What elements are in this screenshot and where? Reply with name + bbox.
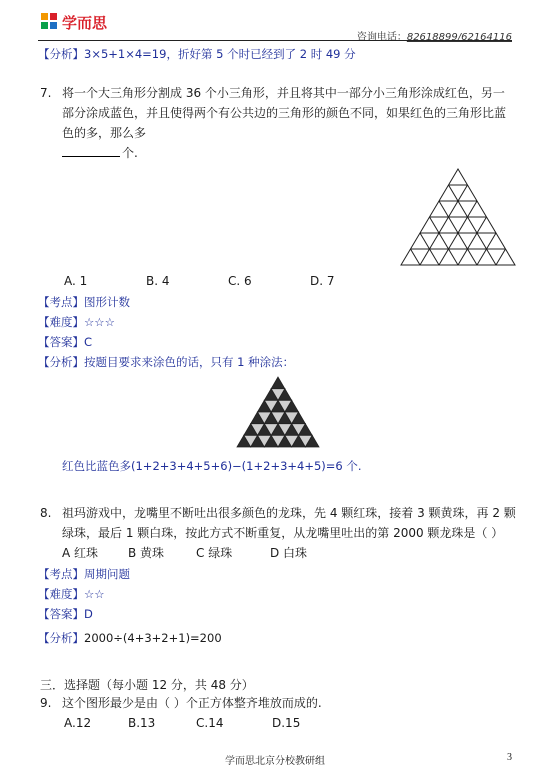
q7-option-d: D. 7 <box>310 274 335 288</box>
q7-answer <box>38 334 92 350</box>
q8-line2: 绿珠，最后 1 颗白珠，按此方式不断重复，从龙嘴里吐出的第 2000 颗龙珠是（ ） <box>62 526 504 540</box>
q7-answer-blank <box>62 144 120 157</box>
q7-analysis <box>38 354 294 370</box>
q7-answer-value: C <box>84 335 93 349</box>
logo-text: 学而思 <box>62 14 108 32</box>
q9-text: 这个图形最少是由（ ）个正方体整齐堆放而成的. <box>62 696 322 710</box>
q8-answer-value: D <box>84 607 93 621</box>
q8-difficulty <box>38 586 105 602</box>
q7-line4 <box>62 142 138 164</box>
footer-center: 学而思北京分校教研组 <box>225 756 325 767</box>
up-triangle <box>271 377 285 389</box>
q8-answer-tag: 【答案】 <box>38 607 84 621</box>
q7-number: 7. <box>40 86 52 100</box>
q8-option-c: C 绿珠 <box>196 546 233 560</box>
q7-conclusion: 红色比蓝色多(1+2+3+4+5+6)−(1+2+3+4+5)=6 个. <box>62 459 362 473</box>
q8-option-a: A 红珠 <box>62 546 99 560</box>
q7-triangle-figure <box>400 168 516 266</box>
q7-analysis-text: 按题目要求来涂色的话，只有 1 种涂法： <box>84 355 295 369</box>
q7-line2: 部分涂成蓝色，并且使得两个有公共边的三角形的颜色不同，如果红色的三角形比蓝 <box>62 106 507 120</box>
q8-analysis-tag: 【分析】 <box>38 631 84 645</box>
q8-point-value: 周期问题 <box>84 567 130 581</box>
q7-point-tag: 【考点】 <box>38 295 84 309</box>
q9-option-b: B.13 <box>128 716 156 730</box>
q8-point <box>38 566 130 582</box>
logo <box>40 10 130 32</box>
q7-option-a: A. 1 <box>64 274 88 288</box>
q8-option-d: D 白珠 <box>270 546 308 560</box>
q8-point-tag: 【考点】 <box>38 567 84 581</box>
q8-answer <box>38 606 93 622</box>
q9-option-c: C.14 <box>196 716 224 730</box>
hotline-label: 咨询电话： <box>356 32 407 43</box>
q8-analysis-text: 2000÷(4+3+2+1)=200 <box>84 631 222 645</box>
q8-difficulty-stars: ☆☆ <box>84 587 105 601</box>
q8-difficulty-tag: 【难度】 <box>38 587 84 601</box>
q7-colored-triangle-figure <box>236 376 320 448</box>
q7-option-b: B. 4 <box>146 274 170 288</box>
q8-option-b: B 黄珠 <box>128 546 165 560</box>
prev-analysis <box>38 46 356 62</box>
q7-line3: 色的多，那么多 <box>62 126 147 140</box>
q7-point-value: 图形计数 <box>84 295 130 309</box>
q8-analysis <box>38 630 222 646</box>
q9-option-d: D.15 <box>272 716 301 730</box>
q7-difficulty-tag: 【难度】 <box>38 315 84 329</box>
q7-answer-tag: 【答案】 <box>38 335 84 349</box>
q7-difficulty <box>38 314 115 330</box>
q7-analysis-tag: 【分析】 <box>38 355 84 369</box>
q7-difficulty-stars: ☆☆☆ <box>84 315 115 329</box>
q7-line4-suffix: 个. <box>122 146 138 160</box>
header-divider <box>38 40 512 41</box>
q8-line1: 祖玛游戏中，龙嘴里不断吐出很多颜色的龙珠，先 4 颗红珠，接着 3 颗黄珠，再 2 颗 <box>62 506 516 520</box>
logo-mark-icon <box>40 12 58 30</box>
q8-number: 8. <box>40 506 52 520</box>
q7-line1: 将一个大三角形分割成 36 个小三角形，并且将其中一部分小三角形涂成红色，另一 <box>62 86 505 100</box>
page-number: 3 <box>507 752 512 763</box>
prev-analysis-tag: 【分析】 <box>38 47 84 61</box>
q9-number: 9. <box>40 696 52 710</box>
section3-title: 三．选择题（每小题 12 分，共 48 分） <box>40 678 254 692</box>
prev-analysis-text: 3×5+1×4=19，折好第 5 个时已经到了 2 时 49 分 <box>84 47 356 61</box>
q7-option-c: C. 6 <box>228 274 252 288</box>
q9-option-a: A.12 <box>64 716 92 730</box>
hotline-number: 82618899/62164116 <box>406 32 512 43</box>
q7-point <box>38 294 130 310</box>
